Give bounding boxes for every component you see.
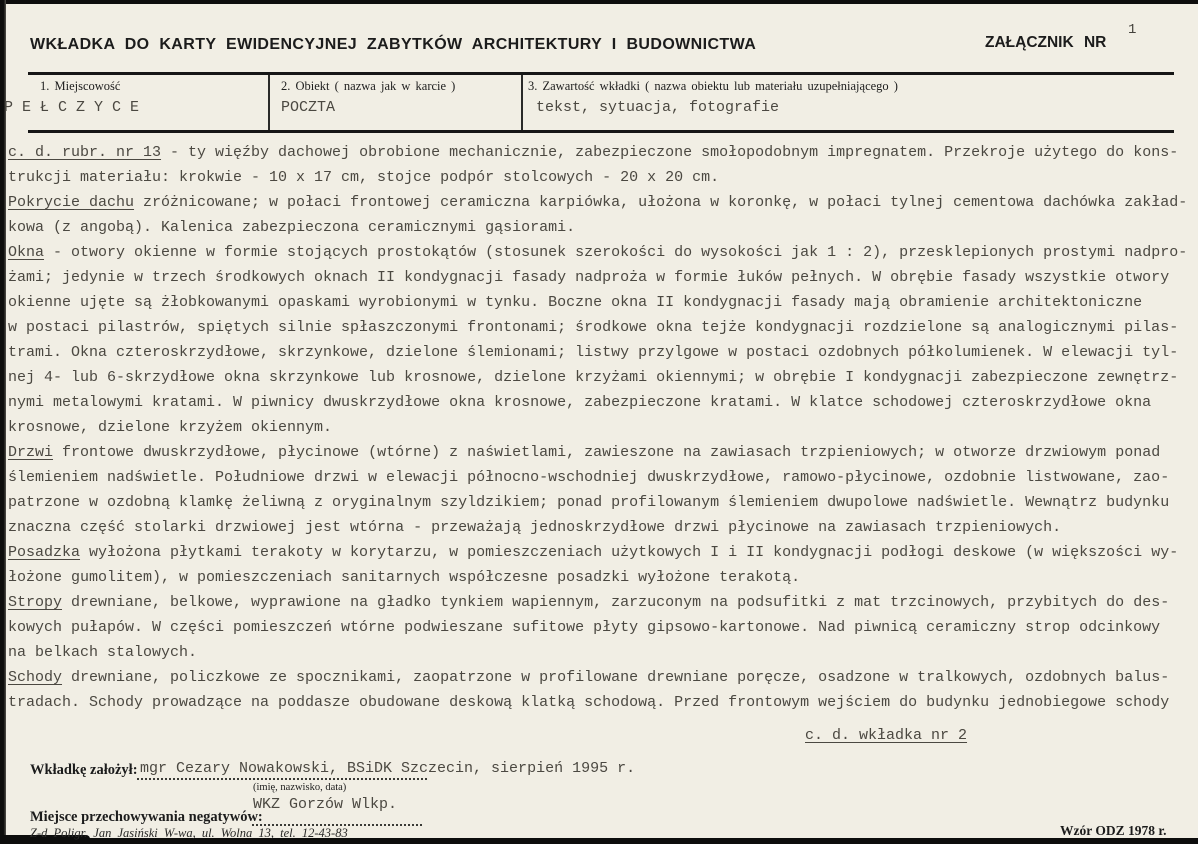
field-label-miejscowosc: 1. Miejscowość (40, 79, 121, 93)
body-segment: frontowe dwuskrzydłowe, płycinowe (wtórne) z naświetlami, zawieszone na zawiasach trzpieniowych; w otworze drzwiowym ponad (53, 444, 1161, 461)
body-text (8, 140, 1194, 748)
body-line (8, 140, 1194, 165)
body-segment: trukcji materiału: krokwie - 10 x 17 cm, stojce podpór stolcowych - 20 x 20 cm. (8, 169, 720, 186)
body-segment: nej 4- lub 6-skrzydłowe okna skrzynkowe lub krosnowe, dzielone krzyżami okiennymi; w obrębie I kondygnacji zabezpieczone zewnętrz- (8, 369, 1179, 386)
body-segment: zróżnicowane; w połaci frontowej ceramiczna karpiówka, ułożona w koronkę, w połaci tylnej cementowa dachówka zakład- (134, 194, 1188, 211)
body-line (8, 290, 1194, 315)
body-line (8, 490, 1194, 515)
field-value-obiekt: POCZTA (281, 99, 336, 116)
body-segment: kowa (z angobą). Kalenica zabezpieczona ceramicznymi gąsiorami. (8, 219, 576, 236)
body-line (8, 690, 1194, 715)
attachment-label: ZAŁĄCZNIK NR (985, 34, 1107, 51)
body-segment: trami. Okna czteroskrzydłowe, skrzynkowe, dzielone ślemionami; listwy przylgowe w postaci ozdobnych półkolumienek. W elewacji tyl- (8, 344, 1179, 361)
scan-edge-top (0, 0, 1198, 4)
scan-edge-left (0, 0, 6, 844)
document-title: WKŁADKA DO KARTY EWIDENCYJNEJ ZABYTKÓW ARCHITEKTURY I BUDOWNICTWA (30, 36, 757, 53)
negatives-label: Miejsce przechowywania negatywów: (30, 809, 263, 825)
body-segment: łożone gumolitem), w pomieszczeniach sanitarnych współczesne posadzki wyłożone terakotą. (8, 569, 801, 586)
table-divider-1 (268, 75, 270, 130)
body-line (8, 540, 1194, 565)
body-line (8, 390, 1194, 415)
field-label-zawartosc: 3. Zawartość wkładki ( nazwa obiektu lub materiału uzupełniającego ) (528, 79, 898, 93)
body-segment: drewniane, belkowe, wyprawione na gładko tynkiem wapiennym, zarzuconym na podsufitki z mat trzcinowych, przybitych do des- (62, 594, 1170, 611)
table-border-bottom (28, 130, 1174, 133)
negatives-typed-value: WKZ Gorzów Wlkp. (253, 796, 398, 813)
body-segment: drewniane, policzkowe ze spocznikami, zaopatrzone w profilowane drewniane poręcze, osadzone w tralkowych, ozdobnych balus- (62, 669, 1170, 686)
body-line (8, 723, 1194, 748)
body-line (8, 615, 1194, 640)
printer-note: Z-d Poligr. Jan Jasiński W-wa, ul. Wolna 13, tel. 12-43-83 (30, 826, 348, 840)
body-segment: okienne ujęte są żłobkowanymi opaskami wyrobionymi w tynku. Boczne okna II kondygnacji fasady mają obramienie architektoniczne (8, 294, 1143, 311)
created-by-dotted-line (137, 777, 427, 780)
body-segment: ślemieniem nadświetle. Południowe drzwi w elewacji północno-wschodniej dwuskrzydłowe, ramowo-płycinowe, ozdobnie listwowane, zao- (8, 469, 1170, 486)
field-value-miejscowosc: P E Ł C Z Y C E (4, 99, 140, 116)
created-by-label: Wkładkę założył: (30, 762, 138, 778)
body-segment: krosnowe, dzielone krzyżem okiennym. (8, 419, 333, 436)
body-line (8, 365, 1194, 390)
body-line (8, 165, 1194, 190)
body-line (8, 565, 1194, 590)
form-version: Wzór ODZ 1978 r. (1060, 823, 1167, 838)
body-heading: Posadzka (8, 544, 81, 561)
field-value-zawartosc: tekst, sytuacja, fotografie (536, 99, 780, 116)
body-heading: Schody (8, 669, 63, 686)
body-heading: c. d. wkładka nr 2 (805, 727, 968, 744)
body-heading: c. d. rubr. nr 13 (8, 144, 162, 161)
body-line (8, 590, 1194, 615)
body-line (8, 440, 1194, 465)
created-by-value: mgr Cezary Nowakowski, BSiDK Szczecin, sierpień 1995 r. (140, 760, 636, 777)
body-line (8, 640, 1194, 665)
body-segment: na belkach stalowych. (8, 644, 198, 661)
body-line (8, 240, 1194, 265)
body-line (8, 265, 1194, 290)
body-line (8, 190, 1194, 215)
body-segment: kowych pułapów. W części pomieszczeń wtórne podwieszane sufitowe płyty gipsowo-kartonowe. Nad piwnicą ceramiczny strop odcinkowy (8, 619, 1161, 636)
body-segment: patrzone w ozdobną klamkę żeliwną z oryginalnym szyldzikiem; ponad profilowanym ślemieniem dwupolowe nadświetle. Wewnątrz budynku (8, 494, 1170, 511)
body-segment: znaczna część stolarki drzwiowej jest wtórna - przeważają jednoskrzydłowe drzwi płycinowe na zawiasach trzpieniowych. (8, 519, 1062, 536)
body-segment: tradach. Schody prowadzące na poddasze obudowane deskową klatką schodową. Przed frontowym wejściem do budynku jednobiegowe schody (8, 694, 1170, 711)
body-segment: żami; jedynie w trzech środkowych oknach II kondygnacji fasady nadproża w formie łuków pełnych. W obrębie fasady wszystkie otwory (8, 269, 1170, 286)
body-segment: wyłożona płytkami terakoty w korytarzu, w pomieszczeniach użytkowych I i II kondygnacji podłogi deskowe (w większości wy- (80, 544, 1179, 561)
body-segment: - otwory okienne w formie stojących prostokątów (stosunek szerokości do wysokości jak 1 : 2), przesklepionych prostymi nadpro- (44, 244, 1188, 261)
body-line (8, 215, 1194, 240)
body-line (8, 315, 1194, 340)
body-line (8, 340, 1194, 365)
table-border-top (28, 72, 1174, 75)
body-line (8, 515, 1194, 540)
body-line (8, 665, 1194, 690)
body-segment: - ty więźby dachowej obrobione mechanicznie, zabezpieczone smołopodobnym impregnatem. Przekroje użytego do kons- (161, 144, 1179, 161)
table-divider-2 (521, 75, 523, 130)
body-segment: nymi metalowymi kratami. W piwnicy dwuskrzydłowe okna krosnowe, zabezpieczone kratami. W klatce schodowej czteroskrzydłowe okna (8, 394, 1152, 411)
body-heading: Drzwi (8, 444, 54, 461)
attachment-number: 1 (1128, 22, 1137, 38)
body-line (8, 465, 1194, 490)
body-heading: Stropy (8, 594, 63, 611)
body-heading: Okna (8, 244, 45, 261)
created-by-caption: (imię, nazwisko, data) (253, 782, 347, 793)
body-segment: w postaci pilastrów, spiętych silnie spłaszczonymi frontonami; środkowe okna tejże kondygnacji rozdzielone są analogicznymi pilas- (8, 319, 1179, 336)
field-label-obiekt: 2. Obiekt ( nazwa jak w karcie ) (281, 79, 456, 93)
body-line (8, 415, 1194, 440)
body-heading: Pokrycie dachu (8, 194, 135, 211)
